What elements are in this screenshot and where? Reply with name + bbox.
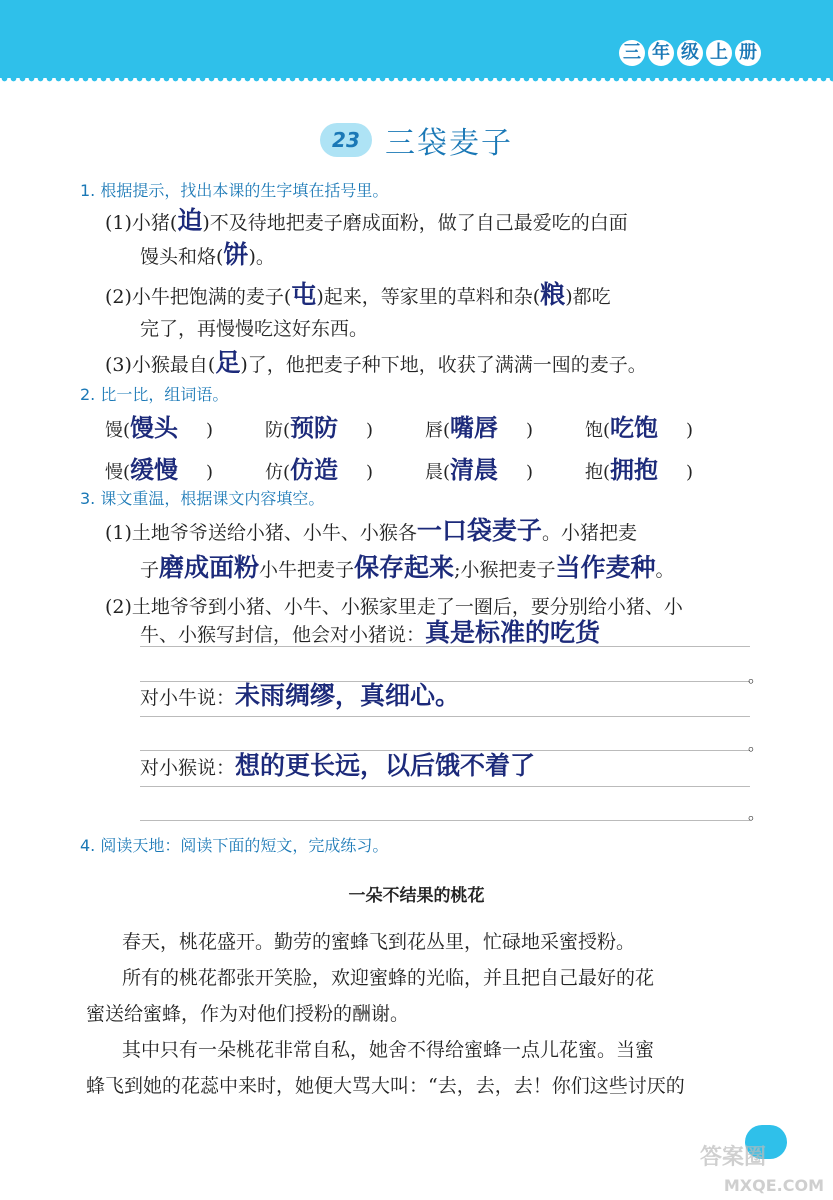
- text: 唇(: [425, 420, 451, 441]
- close-paren: ): [686, 462, 694, 483]
- q2-heading: 2. 比一比，组词语。: [80, 385, 229, 404]
- answer: 饼: [223, 240, 249, 269]
- story-paragraph: 其中只有一朵桃花非常自私，她舍不得给蜜蜂一点儿花蜜。当蜜: [122, 1039, 655, 1061]
- q2-pair: [105, 408, 213, 443]
- q2-pair: [425, 408, 533, 443]
- answer: 清晨: [450, 456, 499, 484]
- grade-char: 三: [619, 40, 645, 66]
- answer: 当作麦种: [555, 553, 656, 582]
- text: )了，他把麦子种下地，收获了满满一囤的麦子。: [240, 354, 647, 376]
- q3-item2-line2: [140, 620, 600, 648]
- lesson-title-block: [0, 118, 833, 162]
- watermark: [700, 1140, 830, 1195]
- answer: 保存起来: [354, 553, 455, 582]
- answer-rule: [140, 820, 750, 821]
- q3-item2-line3: [140, 683, 460, 711]
- text: 对小猴说：: [140, 757, 236, 779]
- q2-pair: [425, 450, 533, 485]
- q3-item2-line4: [140, 753, 535, 781]
- watermark-text: 答案圈: [700, 1145, 767, 1170]
- text: )。: [248, 246, 275, 268]
- answer-rule: [140, 716, 750, 717]
- q4-heading: 4. 阅读天地：阅读下面的短文，完成练习。: [80, 836, 389, 855]
- text: 小牛把麦子: [259, 559, 355, 581]
- grade-char: 年: [648, 40, 674, 66]
- q3-item1-line2: [140, 555, 675, 583]
- answer: 拥抱: [610, 456, 659, 484]
- lesson-title: 三袋麦子: [385, 126, 514, 161]
- answer: 迫: [177, 206, 203, 235]
- grade-char: 级: [677, 40, 703, 66]
- answer: 馒头: [130, 414, 179, 442]
- answer-rule: [140, 646, 750, 647]
- close-paren: ): [686, 420, 694, 441]
- text: 对小牛说：: [140, 687, 236, 709]
- answer: 吃饱: [610, 414, 659, 442]
- answer: 磨成面粉: [159, 553, 260, 582]
- period-mark: 。: [748, 667, 765, 686]
- text: 馒头和烙(: [140, 246, 224, 268]
- text: 子: [140, 559, 160, 581]
- text: 。小猪把麦: [541, 522, 637, 544]
- answer-rule: [140, 786, 750, 787]
- text: (2)小牛把饱满的麦子(: [105, 286, 292, 308]
- text: (1)小猪(: [105, 212, 178, 234]
- close-paren: ): [526, 420, 534, 441]
- answer: 真是标准的吃货: [425, 618, 601, 647]
- text: (3)小猴最自(: [105, 354, 216, 376]
- q2-pair: [265, 408, 373, 443]
- answer: 缓慢: [130, 456, 179, 484]
- answer: 仿造: [290, 456, 339, 484]
- answer: 屯: [291, 280, 317, 309]
- lesson-number: 23: [320, 123, 372, 157]
- text: 牛、小猴写封信，他会对小猪说：: [140, 624, 426, 646]
- q3-item1-line1: [105, 518, 637, 546]
- close-paren: ): [206, 462, 214, 483]
- text: 馒(: [105, 420, 131, 441]
- story-body: [86, 924, 756, 1104]
- story-title: 一朵不结果的桃花: [348, 886, 485, 906]
- answer: 未雨绸缪，真细心。: [235, 681, 461, 710]
- text: 抱(: [585, 462, 611, 483]
- q2-pair: [105, 450, 213, 485]
- q1-item3-line: [105, 350, 647, 378]
- q1-item2-line2: 完了，再慢慢吃这好东西。: [140, 318, 369, 340]
- answer: 足: [215, 348, 241, 377]
- text: 慢(: [105, 462, 131, 483]
- story-paragraph: 蜂飞到她的花蕊中来时，她便大骂大叫：“去，去，去！你们这些讨厌的: [86, 1075, 685, 1097]
- text: ;小猴把麦子: [454, 559, 556, 581]
- q3-heading: 3. 课文重温，根据课文内容填空。: [80, 489, 325, 508]
- grade-char: 册: [735, 40, 761, 66]
- text: )都吃: [565, 286, 611, 308]
- q2-pair: [585, 450, 693, 485]
- watermark-url: MXQE.COM: [723, 1176, 824, 1195]
- q2-pair: [265, 450, 373, 485]
- close-paren: ): [526, 462, 534, 483]
- header-band: [0, 0, 833, 78]
- close-paren: ): [366, 462, 374, 483]
- q1-heading: 1. 根据提示，找出本课的生字填在括号里。: [80, 181, 389, 200]
- text: 。: [655, 559, 675, 581]
- q3-item2-line1: (2)土地爷爷到小猪、小牛、小猴家里走了一圈后，要分别给小猪、小: [105, 596, 683, 618]
- story-paragraph: 蜜送给蜜蜂，作为对他们授粉的酬谢。: [86, 1003, 410, 1025]
- story-paragraph: 春天，桃花盛开。勤劳的蜜蜂飞到花丛里，忙碌地采蜜授粉。: [122, 931, 636, 953]
- close-paren: ): [206, 420, 214, 441]
- answer: 预防: [290, 414, 339, 442]
- answer: 想的更长远，以后饿不着了: [235, 751, 536, 780]
- q1-item2-line1: [105, 282, 611, 310]
- text: (1)土地爷爷送给小猪、小牛、小猴各: [105, 522, 417, 544]
- text: )起来，等家里的草料和杂(: [316, 286, 541, 308]
- text: 晨(: [425, 462, 451, 483]
- text: 防(: [265, 420, 291, 441]
- text: 仿(: [265, 462, 291, 483]
- period-mark: 。: [748, 804, 765, 823]
- q1-item1-line1: [105, 208, 628, 236]
- header-dots: [0, 74, 833, 86]
- answer: 粮: [540, 280, 566, 309]
- grade-char: 上: [706, 40, 732, 66]
- period-mark: 。: [748, 735, 765, 754]
- answer: 嘴唇: [450, 414, 499, 442]
- grade-badge: [619, 40, 761, 66]
- story-paragraph: 所有的桃花都张开笑脸，欢迎蜜蜂的光临，并且把自己最好的花: [122, 967, 655, 989]
- text: )不及待地把麦子磨成面粉，做了自己最爱吃的白面: [202, 212, 628, 234]
- answer: 一口袋麦子: [416, 516, 542, 545]
- q2-pair: [585, 408, 693, 443]
- q1-item1-line2: [140, 242, 275, 270]
- close-paren: ): [366, 420, 374, 441]
- text: 饱(: [585, 420, 611, 441]
